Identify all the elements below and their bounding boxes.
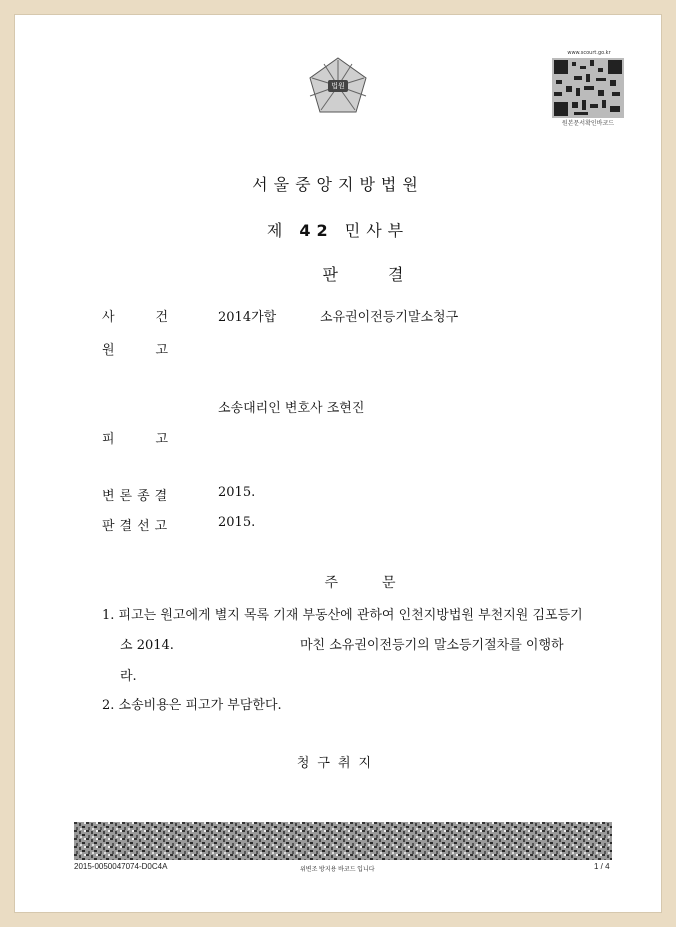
barcode-note: 위변조 방지용 바코드 입니다 [300,867,375,873]
order-item1-line2b: 마친 소유권이전등기의 말소등기절차를 이행하 [300,638,564,653]
case-number: 2014가합 [218,310,277,325]
document-id: 2015-0050047074-D0C4A [74,862,168,871]
division-number: 42 [299,221,334,240]
plaintiff-label-chars [102,339,168,358]
case-label-chars [102,306,168,325]
ruling-date: 2015. [218,515,256,530]
order-item1-line1: 1. 피고는 원고에게 별지 목록 기재 부동산에 관하여 인천지방법원 부천지원 김포등기 [102,608,583,623]
anti-forgery-barcode [74,822,612,860]
plaintiff-label-char: 고 [155,343,168,358]
page-number: 1 / 4 [594,862,610,871]
closing-date: 2015. [218,485,256,500]
defendant-label-chars [102,428,168,447]
order-heading: 주문 [324,575,440,591]
division-prefix: 제 [266,221,289,240]
closing-label: 변론종결 [102,489,173,504]
document-type: 판결 [322,265,454,284]
qr-code-icon [552,58,624,124]
case-label-char: 건 [155,310,168,325]
order-item1-line3: 라. [120,669,137,684]
order-item2: 2. 소송비용은 피고가 부담한다. [102,698,282,713]
defendant-label-char: 고 [155,432,168,447]
defendant-label [102,428,168,447]
document-page [14,14,662,913]
order-item1-line2a: 소 2014. [120,638,174,653]
case-title: 소유권이전등기말소청구 [320,310,459,325]
case-label-char: 사 [102,310,115,325]
seal-text: 법원 [331,82,345,90]
qr-caption: 원본문서확인바코드 [561,120,615,127]
court-name: 서울중앙지방법원 [252,175,424,194]
division-suffix: 민사부 [344,221,410,240]
ruling-label: 판결선고 [102,519,173,534]
counsel: 소송대리인 변호사 조현진 [218,401,365,416]
case-label [102,306,168,325]
division-title [0,218,676,241]
defendant-label-char: 피 [102,432,115,447]
qr-url: www.scourt.go.kr [567,50,611,56]
claim-heading: 청구취지 [296,756,380,771]
plaintiff-label [102,339,168,358]
plaintiff-label-char: 원 [102,343,115,358]
